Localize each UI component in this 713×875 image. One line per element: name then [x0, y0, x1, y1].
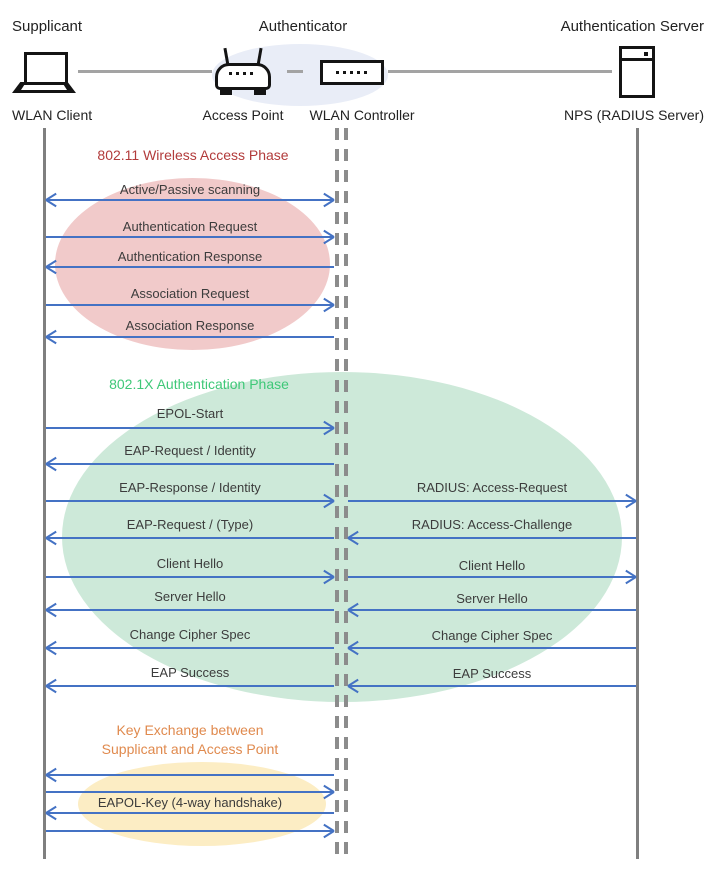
arrowhead-right [624, 500, 636, 502]
arrowhead-right [322, 500, 334, 502]
message-arrow [46, 576, 334, 578]
message-label: Association Response [125, 318, 255, 333]
access-point-label: Access Point [202, 107, 284, 123]
arrowhead-right [322, 791, 334, 793]
message-arrow [46, 685, 334, 687]
laptop-icon [12, 50, 76, 96]
arrowhead-right [322, 304, 334, 306]
arrowhead-left [348, 609, 360, 611]
phase1-title: 802.11 Wireless Access Phase [97, 147, 289, 163]
arrowhead-left [46, 812, 58, 814]
phase2-title: 802.1X Authentication Phase [109, 376, 289, 392]
wlan-controller-label: WLAN Controller [309, 107, 415, 123]
message-arrow [46, 266, 334, 268]
message-arrow [348, 685, 636, 687]
arrowhead-right [322, 236, 334, 238]
arrowhead-left [348, 685, 360, 687]
message-arrow [46, 336, 334, 338]
arrowhead-right [322, 830, 334, 832]
phase3-title-line2: Supplicant and Access Point [101, 741, 279, 757]
message-arrow [46, 463, 334, 465]
supplicant-role-label: Supplicant [12, 18, 83, 35]
message-label: Server Hello [456, 591, 528, 606]
message-arrow [46, 647, 334, 649]
message-arrow [46, 609, 334, 611]
arrowhead-left [348, 647, 360, 649]
message-arrow [46, 774, 334, 776]
authenticator-role-label: Authenticator [258, 18, 348, 35]
message-label: Authentication Request [122, 219, 258, 234]
message-label: Client Hello [156, 556, 224, 571]
connector-client-ap [78, 70, 212, 73]
arrowhead-right [322, 199, 334, 201]
nps-radius-server-label: NPS (RADIUS Server) [563, 107, 704, 123]
connector-ap-controller [287, 70, 303, 73]
arrowhead-left [348, 537, 360, 539]
laptop-screen [24, 52, 68, 85]
wlan-controller-icon [320, 60, 384, 85]
message-label: EAP Success [452, 666, 532, 681]
arrowhead-left [46, 647, 58, 649]
auth-server-role-label: Authentication Server [560, 18, 704, 35]
message-arrow [46, 199, 334, 201]
message-arrow [348, 647, 636, 649]
lifeline-wlan-controller-dash1 [335, 128, 339, 855]
message-label: Association Request [130, 286, 250, 301]
message-arrow [348, 537, 636, 539]
arrowhead-left [46, 336, 58, 338]
arrowhead-left [46, 537, 58, 539]
message-label: Server Hello [154, 589, 226, 604]
arrowhead-left [46, 199, 58, 201]
message-arrow [46, 830, 334, 832]
message-label: RADIUS: Access-Challenge [411, 517, 573, 532]
server-icon [619, 46, 655, 98]
arrowhead-left [46, 685, 58, 687]
arrowhead-right [322, 427, 334, 429]
arrowhead-left [46, 774, 58, 776]
access-point-icon [215, 48, 271, 96]
connector-controller-server [388, 70, 612, 73]
message-arrow [46, 427, 334, 429]
message-arrow [348, 576, 636, 578]
message-arrow [348, 609, 636, 611]
message-arrow [46, 236, 334, 238]
wlan-client-label: WLAN Client [12, 107, 93, 123]
message-label: Change Cipher Spec [431, 628, 553, 643]
message-label: RADIUS: Access-Request [416, 480, 568, 495]
lifeline-radius-server [636, 128, 639, 859]
message-label: EAP Success [150, 665, 230, 680]
message-arrow [46, 304, 334, 306]
message-label: EAPOL-Key (4-way handshake) [97, 795, 283, 810]
arrowhead-left [46, 609, 58, 611]
message-arrow [46, 791, 334, 793]
message-arrow [46, 537, 334, 539]
message-arrow [348, 500, 636, 502]
arrowhead-right [624, 576, 636, 578]
message-arrow [46, 812, 334, 814]
phase3-title-line1: Key Exchange between [116, 722, 264, 738]
message-label: Change Cipher Spec [129, 627, 251, 642]
message-label: Active/Passive scanning [119, 182, 261, 197]
message-label: Authentication Response [117, 249, 263, 264]
message-arrow [46, 500, 334, 502]
message-label: Client Hello [458, 558, 526, 573]
message-label: EAP-Response / Identity [119, 480, 261, 495]
message-label: EPOL-Start [156, 406, 224, 421]
message-label: EAP-Request / Identity [124, 443, 256, 458]
arrowhead-left [46, 463, 58, 465]
arrowhead-right [322, 576, 334, 578]
arrowhead-left [46, 266, 58, 268]
message-label: EAP-Request / (Type) [126, 517, 254, 532]
